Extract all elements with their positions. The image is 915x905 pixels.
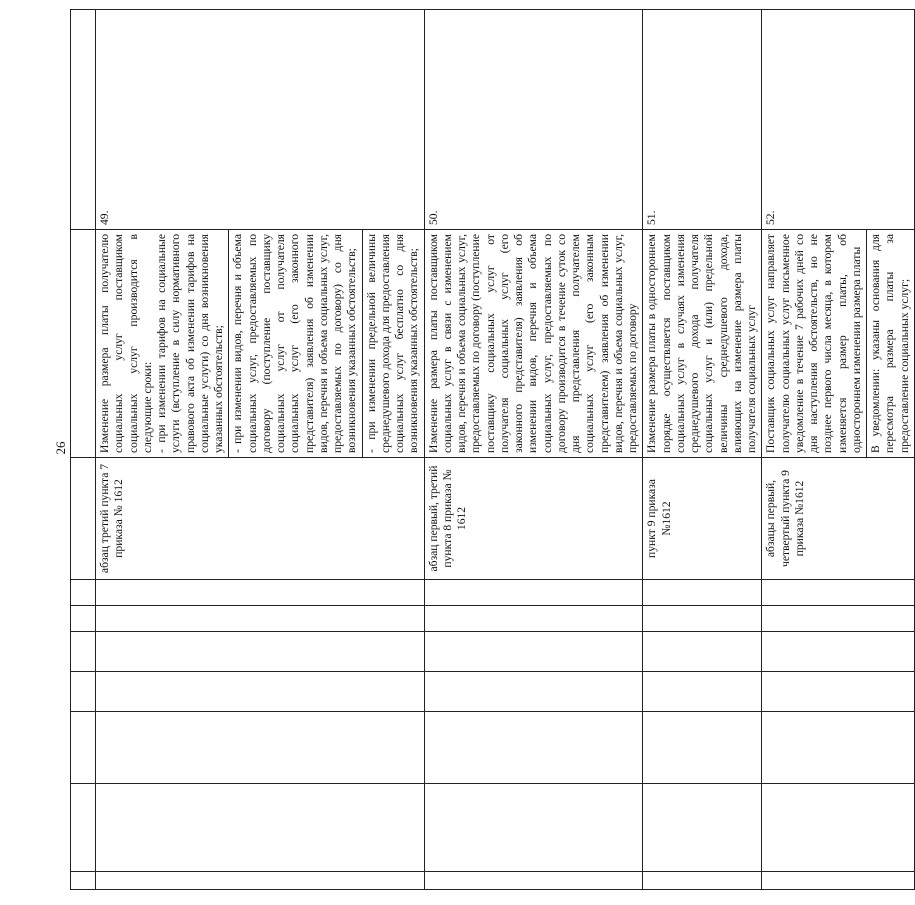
row-number: 51. [643, 10, 762, 230]
requirement-text: Изменение размера платы поставщиком социальных услуг в связи с изменением видов, перечня и объема социальных услуг, предоставляемых по договору (поступление поставщику социальных услуг от получателя социальных услуг (его законного представителя) заявления об изменении видов, перечня и объема социальных услуг, предоставляемых по договору производится в течение суток со дня представления получателем социальных услуг (его законным представителем) заявления об изменении видов, перечня и объема социальных услуг, предоставляемых по договору [424, 230, 643, 458]
row-number: 50. [424, 10, 643, 230]
legal-reference: пункт 9 приказа №1612 [643, 458, 762, 580]
legal-reference: абзацы первый, четвертый пункта 9 приказа №1612 [762, 458, 915, 580]
table-row [643, 10, 762, 890]
rotated-table-wrapper [70, 10, 911, 890]
table-row [96, 10, 425, 890]
table-row [424, 10, 643, 890]
legal-reference: абзац первый, третий пункта 8 приказа № 1612 [424, 458, 643, 580]
requirements-table [70, 9, 915, 890]
requirement-text: Изменение размера платы получателю социальных услуг поставщиком социальных услуг производится в следующие сроки: - при изменении тарифов на социальные услуги (вступление в силу нормативного правового акта об изменении тарифов на социальные услуги) со дня возникновения указанных обстоятельств; - при изменении видов, перечня и объема социальных услуг, предоставляемых по договору (поступление поставщику социальных услуг от получателя социальных услуг (его законного представителя) заявления об изменении видов, перечня и объема социальных услуг, предоставляемых по договору) со дня возникновения указанных обстоятельств; - при изменении предельной величины среднедушевого дохода для предоставления социальных услуг бесплатно со дня возникновения указанных обстоятельств; [96, 230, 425, 458]
row-number: 49. [96, 10, 425, 230]
requirement-text: Поставщик социальных услуг направляет получателю социальных услуг письменное уведомление в течение 7 рабочих дней со дня наступления обстоятельств, но не позднее первого числа месяца, в котором изменяется размер платы, об одностороннем изменении размера платы В уведомлении: указаны основания для пересмотра размера платы за предоставление социальных услуг; [762, 230, 915, 458]
page-number: 26 [53, 441, 68, 455]
requirement-text: Изменение размера платы в одностороннем порядке осуществляется поставщиком социальных услуг в случаях изменения среднедушевого дохода получателя социальных услуг и (или) предельной величины среднедушевого дохода, влияющих на изменение размера платы получателя социальных услуг [643, 230, 762, 458]
legal-reference: абзац третий пункта 7 приказа № 1612 [96, 458, 425, 580]
table-row [762, 10, 915, 890]
row-number: 52. [762, 10, 915, 230]
